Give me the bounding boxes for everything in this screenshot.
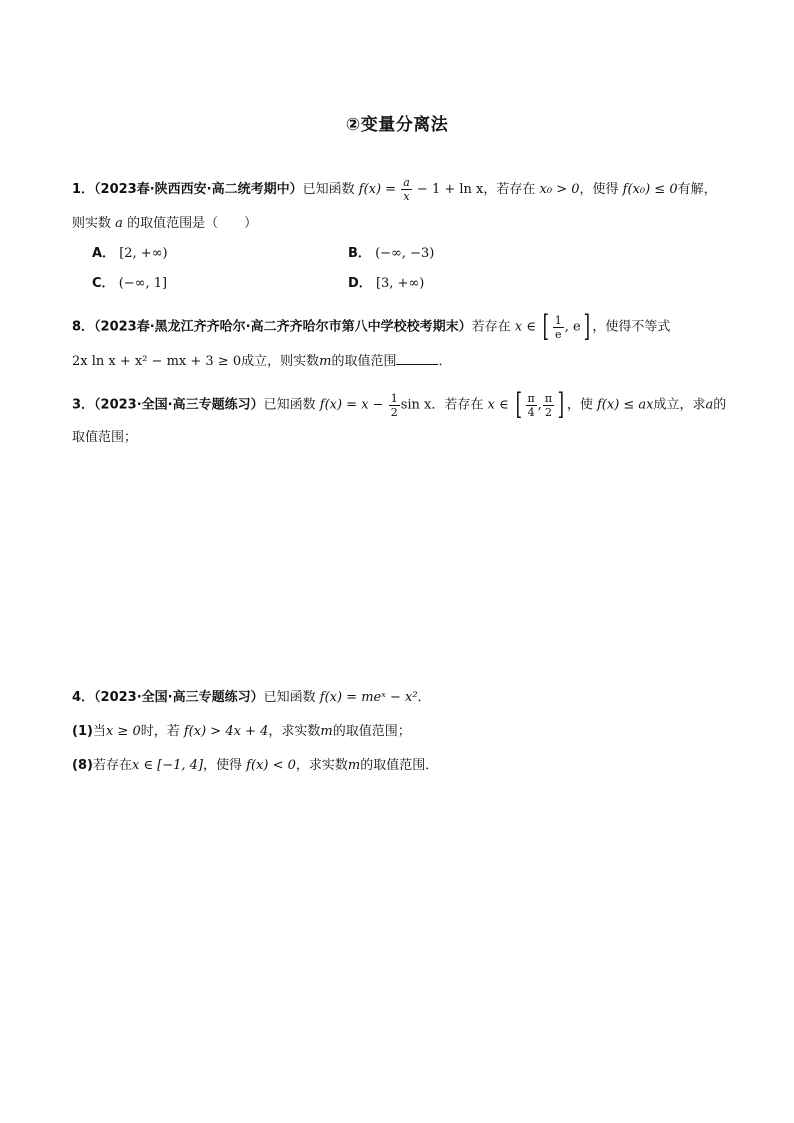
- q2-text-2: ，使得不等式: [592, 319, 671, 335]
- q3-source: （2023·全国·高三专题练习）: [94, 397, 264, 413]
- q3-function-lhs: f(x) = x −: [319, 397, 384, 413]
- q1-text: 已知函数: [302, 182, 355, 197]
- q1-variable: a: [115, 216, 123, 231]
- q1-line2-text: 则实数: [72, 216, 112, 231]
- q2-line2-text: 成立，则实数: [241, 354, 320, 369]
- q3-lo-fraction: $\frac{\pi}{4}$: [527, 391, 535, 419]
- q2-variable: m: [319, 354, 332, 369]
- part-label: (1): [72, 724, 93, 739]
- q1-line-2: [72, 214, 754, 234]
- q4-part-1: [72, 722, 754, 742]
- q2-line-2: [72, 352, 754, 372]
- q1-inequality: f(x₀) ≤ 0: [622, 182, 678, 197]
- part-text-2: 时，若: [140, 724, 180, 739]
- q1-option-c[interactable]: [92, 274, 167, 294]
- option-value: [2, +∞): [119, 246, 168, 261]
- q3-hi-fraction: $\frac{\pi}{2}$: [544, 391, 553, 419]
- q1-line2-end: 的取值范围是（ ）: [127, 216, 258, 231]
- q3-inequality: f(x) ≤ ax: [596, 397, 654, 413]
- option-label: C．: [92, 276, 115, 291]
- part-text: 当: [92, 724, 106, 739]
- left-bracket: [: [542, 309, 550, 344]
- q3-number: 3．: [72, 397, 95, 413]
- q1-line-1: [72, 176, 754, 203]
- part-condition: x ∈ [−1, 4]: [131, 758, 204, 773]
- q1-text-4: 有解，: [677, 182, 717, 197]
- answer-blank[interactable]: [396, 352, 438, 365]
- q3-variable: a: [705, 397, 714, 413]
- q2-line2-end: 的取值范围: [331, 354, 397, 369]
- q2-x-in: x ∈: [514, 319, 536, 335]
- q4-number: 4．: [72, 690, 95, 705]
- option-label: B．: [348, 246, 371, 261]
- right-bracket: ]: [583, 309, 590, 344]
- part-variable: m: [320, 724, 333, 739]
- q1-number: 1．: [72, 182, 95, 197]
- part-condition: x ≥ 0: [105, 724, 141, 739]
- q1-option-a[interactable]: [92, 244, 168, 264]
- q4-part-2: [72, 756, 754, 776]
- part-text-3: ，求实数: [295, 758, 348, 773]
- option-label: A．: [92, 246, 116, 261]
- part-variable: m: [347, 758, 361, 773]
- option-value: (−∞, 1]: [118, 276, 168, 291]
- option-label: D．: [348, 276, 372, 291]
- q4-line-1: [72, 688, 754, 708]
- part-inequality: f(x) > 4x + 4: [183, 724, 269, 739]
- q3-x-in: x ∈: [487, 397, 509, 413]
- q4-text: 已知函数: [263, 690, 316, 705]
- q1-option-b[interactable]: [348, 244, 434, 264]
- right-bracket: ]: [557, 387, 565, 422]
- q1-condition: x₀ > 0: [539, 182, 580, 197]
- q4-function: f(x) = meˣ − x²: [319, 690, 418, 705]
- q4-source: （2023·全国·高三专题练习）: [94, 690, 264, 705]
- option-value: (−∞, −3): [375, 246, 435, 261]
- part-label: (8): [72, 758, 93, 773]
- q2-text: 若存在: [471, 319, 511, 335]
- q3-line-2: [72, 428, 754, 448]
- q2-inequality: 2x ln x + x² − mx + 3 ≥ 0: [72, 354, 242, 369]
- q1-source: （2023春·陕西西安·高二统考期中）: [94, 182, 303, 197]
- left-bracket: [: [515, 387, 522, 422]
- q3-text-3: ，使: [566, 397, 593, 413]
- part-text-end: 的取值范围．: [360, 758, 439, 773]
- q2-number: 8．: [72, 319, 95, 335]
- q2-interval-end: , e: [564, 319, 581, 335]
- part-text: 若存在: [92, 758, 132, 773]
- part-text-3: ，求实数: [268, 724, 321, 739]
- q3-text-5: 的: [713, 397, 727, 413]
- part-inequality: f(x) < 0: [246, 758, 296, 773]
- q3-line-1: 3．（2023·全国·高三专题练习）已知函数 f(x) = x − $\frac{1}{2}$ sin x．若存在 x ∈ [ $\frac{\pi}{4}$ , $\frac{\pi}{2}$ ] ，使 f(x) ≤ ax成立，求a的: [72, 387, 727, 422]
- q1-text-2: ，若存在: [483, 182, 536, 197]
- q2-fraction: $\frac{1}{e}$: [554, 313, 562, 341]
- q2-period: ．: [438, 354, 452, 369]
- q3-line2-text: 取值范围；: [72, 430, 138, 445]
- q1-text-3: ，使得: [579, 182, 619, 197]
- option-value: [3, +∞): [375, 276, 425, 291]
- q3-function-rest: sin x: [400, 397, 432, 413]
- q2-line-1: [72, 309, 754, 344]
- section-title: ②变量分离法: [345, 115, 449, 135]
- q3-fraction: $\frac{1}{2}$: [390, 391, 398, 419]
- q4-text-end: ．: [417, 690, 431, 705]
- q1-function-rest: − 1 + ln x: [416, 182, 484, 197]
- part-text-2: ，使得: [203, 758, 243, 773]
- part-text-end: 的取值范围；: [332, 724, 411, 739]
- q1-fraction: $\frac{a}{x}$: [403, 176, 410, 203]
- q3-text: 已知函数: [263, 397, 316, 413]
- q3-text-4: 成立，求: [653, 397, 706, 413]
- q1-function-lhs: f(x) =: [358, 182, 397, 197]
- q3-text-2: ．若存在: [431, 397, 484, 413]
- q2-source: （2023春·黑龙江齐齐哈尔·高二齐齐哈尔市第八中学校校考期末）: [94, 319, 472, 335]
- q1-option-d[interactable]: [348, 274, 424, 294]
